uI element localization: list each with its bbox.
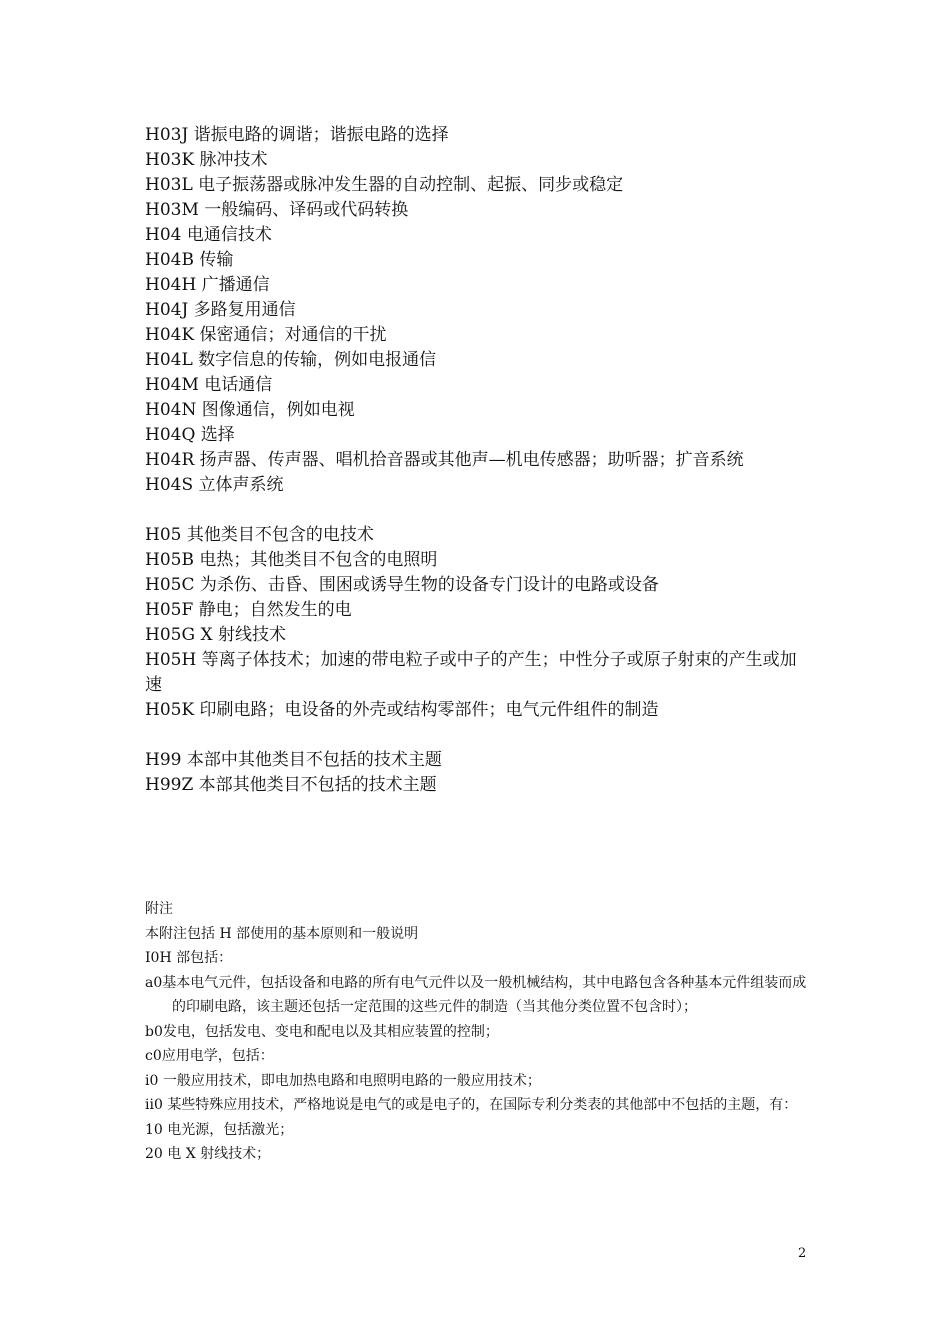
list-item: H04 电通信技术 [145, 225, 272, 245]
blank-line [145, 723, 810, 748]
notes-item-i: i0 一般应用技术，即电加热电路和电照明电路的一般应用技术； [145, 1072, 541, 1089]
list-item: H04K 保密通信；对通信的干扰 [145, 325, 387, 345]
list-item: H05F 静电；自然发生的电 [145, 600, 352, 620]
list-item: H99Z 本部其他类目不包括的技术主题 [145, 775, 437, 795]
notes-item-b: b0发电，包括发电、变电和配电以及其相应装置的控制； [145, 1023, 499, 1040]
list-item: H05K 印刷电路；电设备的外壳或结构零部件；电气元件组件的制造 [145, 700, 659, 720]
list-item: H04S 立体声系统 [145, 475, 284, 495]
notes-part-includes: Ⅰ0H 部包括： [145, 950, 233, 966]
notes-item-20: 20 电 X 射线技术； [145, 1146, 271, 1162]
list-item: H04H 广播通信 [145, 275, 270, 295]
notes-heading: 附注 [145, 901, 173, 917]
notes-item-10: 10 电光源，包括激光； [145, 1121, 294, 1138]
list-item: H03L 电子振荡器或脉冲发生器的自动控制、起振、同步或稳定 [145, 175, 624, 195]
notes-item-a: a0基本电气元件，包括设备和电路的所有电气元件以及一般机械结构，其中电路包含各种基本元件组装而成的印刷电路，该主题还包括一定范围的这些元件的制造（当其他分类位置不包含时）； [145, 974, 807, 1015]
blank-line [145, 498, 810, 523]
list-item: H05B 电热；其他类目不包含的电照明 [145, 550, 438, 570]
notes-item-ii: ii0 某些特殊应用技术，严格地说是电气的或是电子的，在国际专利分类表的其他部中不包括的主题，有： [145, 1097, 798, 1113]
list-item: H04L 数字信息的传输，例如电报通信 [145, 350, 437, 370]
list-item: H03K 脉冲技术 [145, 150, 268, 170]
page-number: 2 [798, 1246, 807, 1261]
classification-list [145, 123, 810, 798]
notes-intro: 本附注包括 H 部使用的基本原则和一般说明 [145, 925, 419, 942]
list-item: H05C 为杀伤、击昏、围困或诱导生物的设备专门设计的电路或设备 [145, 575, 659, 595]
notes-item-c: c0应用电学，包括： [145, 1048, 274, 1064]
list-item: H03J 谐振电路的调谐；谐振电路的选择 [145, 125, 449, 145]
list-item: H04B 传输 [145, 250, 234, 270]
list-item: H04Q 选择 [145, 425, 235, 445]
notes-section [145, 897, 810, 1167]
list-item: H04N 图像通信，例如电视 [145, 400, 355, 420]
list-item: H05H 等离子体技术；加速的带电粒子或中子的产生；中性分子或原子射束的产生或加速 [145, 650, 797, 695]
list-item: H04R 扬声器、传声器、唱机拾音器或其他声—机电传感器；助听器；扩音系统 [145, 450, 744, 470]
list-item: H05 其他类目不包含的电技术 [145, 525, 374, 545]
list-item: H99 本部中其他类目不包括的技术主题 [145, 750, 442, 770]
list-item: H04M 电话通信 [145, 375, 273, 395]
list-item: H05G X 射线技术 [145, 625, 286, 645]
list-item: H04J 多路复用通信 [145, 300, 296, 320]
list-item: H03M 一般编码、译码或代码转换 [145, 200, 409, 220]
